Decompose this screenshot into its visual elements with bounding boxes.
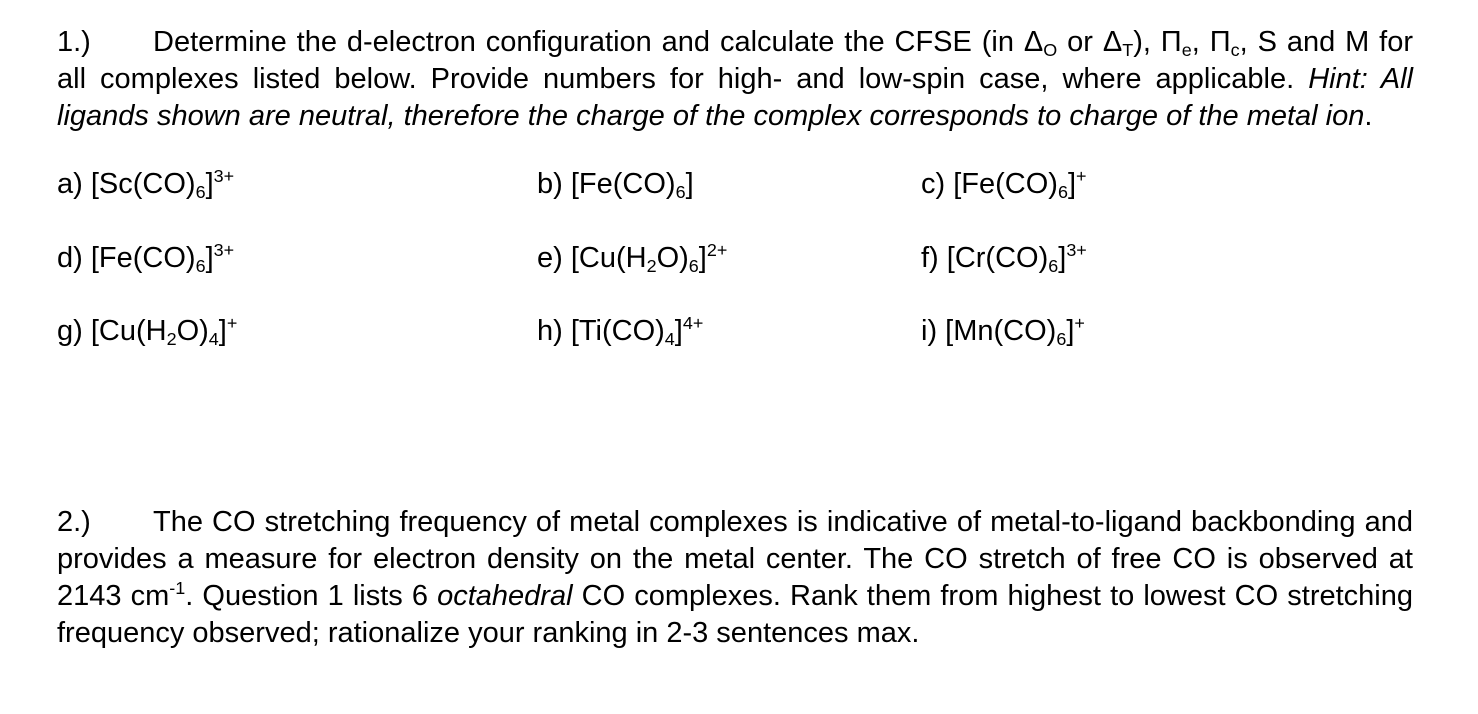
delta-t-subscript: T <box>1122 40 1134 61</box>
complex-c-subscript: 6 <box>1057 182 1068 203</box>
complex-e-bracket: ] <box>698 242 707 274</box>
complex-b-bracket: ] <box>685 168 694 200</box>
complex-g-subscript: 4 <box>208 329 219 350</box>
complex-i-label: i) [Mn(CO) <box>921 315 1057 347</box>
complex-h <box>537 313 703 350</box>
question-1-text-a: Determine the d-electron configuration and calculate the CFSE (in Δ <box>153 26 1044 58</box>
complex-d <box>57 240 234 277</box>
complex-h-bracket: ] <box>674 315 683 347</box>
complex-e-h-subscript: 2 <box>646 256 657 277</box>
complex-c-charge: + <box>1076 165 1087 186</box>
complex-c <box>921 166 1087 203</box>
question-1-hint: Hint: All ligands shown are neutral, therefore the charge of the complex corresponds to charge of the metal ion <box>57 63 1414 132</box>
complex-h-charge: 4+ <box>682 312 704 333</box>
complex-g-charge: + <box>226 312 238 333</box>
pi-c-subscript: c <box>1230 40 1240 61</box>
complex-b-label: b) [Fe(CO) <box>537 168 676 200</box>
question-1-number: 1.) <box>57 26 91 58</box>
question-1-text-e: , S and M for all complexes listed below. Provide numbers for high- and low-spin case, where applicable. <box>57 26 1414 95</box>
complex-i <box>921 313 1085 350</box>
complex-b-subscript: 6 <box>675 182 686 203</box>
complex-a-bracket: ] <box>205 168 214 200</box>
question-2-text-a: The CO stretching frequency of metal complexes is indicative of metal-to-ligand backbonding and provides a measure for electron density on the metal center. The CO stretch of free CO is observed at 2143 cm <box>57 506 1413 612</box>
question-2 <box>57 504 1413 652</box>
complex-g-h-subscript: 2 <box>166 329 177 350</box>
complex-list <box>57 135 1413 365</box>
complex-e <box>537 240 727 277</box>
delta-o-subscript: O <box>1043 40 1058 61</box>
question-1-text-d: , Π <box>1191 26 1231 58</box>
question-1-text-c: ), Π <box>1133 26 1182 58</box>
pi-e-subscript: e <box>1181 40 1192 61</box>
complex-g-mid: O) <box>176 315 209 347</box>
complex-d-bracket: ] <box>205 242 214 274</box>
complex-c-bracket: ] <box>1067 168 1076 200</box>
complex-f-charge: 3+ <box>1066 239 1087 260</box>
complex-a-label: a) [Sc(CO) <box>57 168 196 200</box>
complex-f-label: f) [Cr(CO) <box>921 242 1049 274</box>
complex-f-bracket: ] <box>1058 242 1067 274</box>
complex-i-charge: + <box>1074 312 1085 333</box>
complex-d-subscript: 6 <box>195 256 206 277</box>
complex-g-bracket: ] <box>218 315 227 347</box>
complex-h-label: h) [Ti(CO) <box>537 315 665 347</box>
complex-g <box>57 313 237 350</box>
complex-e-label: e) [Cu(H <box>537 242 647 274</box>
worksheet <box>57 24 1414 649</box>
question-2-italic: octahedral <box>437 580 573 612</box>
complex-f-subscript: 6 <box>1048 256 1059 277</box>
complex-i-bracket: ] <box>1066 315 1075 347</box>
question-2-text-c: CO complexes. Rank them from highest to lowest CO stretching frequency observed; rationalize your ranking in 2-3 sentences max. <box>57 580 1413 649</box>
wavenumber-exponent: -1 <box>169 577 186 598</box>
question-1-text-b: or Δ <box>1057 26 1123 58</box>
complex-c-label: c) [Fe(CO) <box>921 168 1058 200</box>
question-1 <box>57 24 1413 135</box>
complex-a-subscript: 6 <box>195 182 206 203</box>
complex-e-charge: 2+ <box>706 239 728 260</box>
complex-b <box>537 166 694 203</box>
complex-d-charge: 3+ <box>213 239 235 260</box>
question-2-number: 2.) <box>57 506 91 538</box>
complex-a <box>57 166 234 203</box>
complex-d-label: d) [Fe(CO) <box>57 242 196 274</box>
question-2-text-b: . Question 1 lists 6 <box>185 580 438 612</box>
complex-e-subscript: 6 <box>688 256 699 277</box>
complex-g-label: g) [Cu(H <box>57 315 167 347</box>
question-1-hint-end: . <box>1364 100 1373 132</box>
complex-a-charge: 3+ <box>213 165 235 186</box>
complex-e-mid: O) <box>656 242 689 274</box>
complex-f <box>921 240 1087 277</box>
complex-h-subscript: 4 <box>664 329 675 350</box>
complex-i-subscript: 6 <box>1056 329 1067 350</box>
